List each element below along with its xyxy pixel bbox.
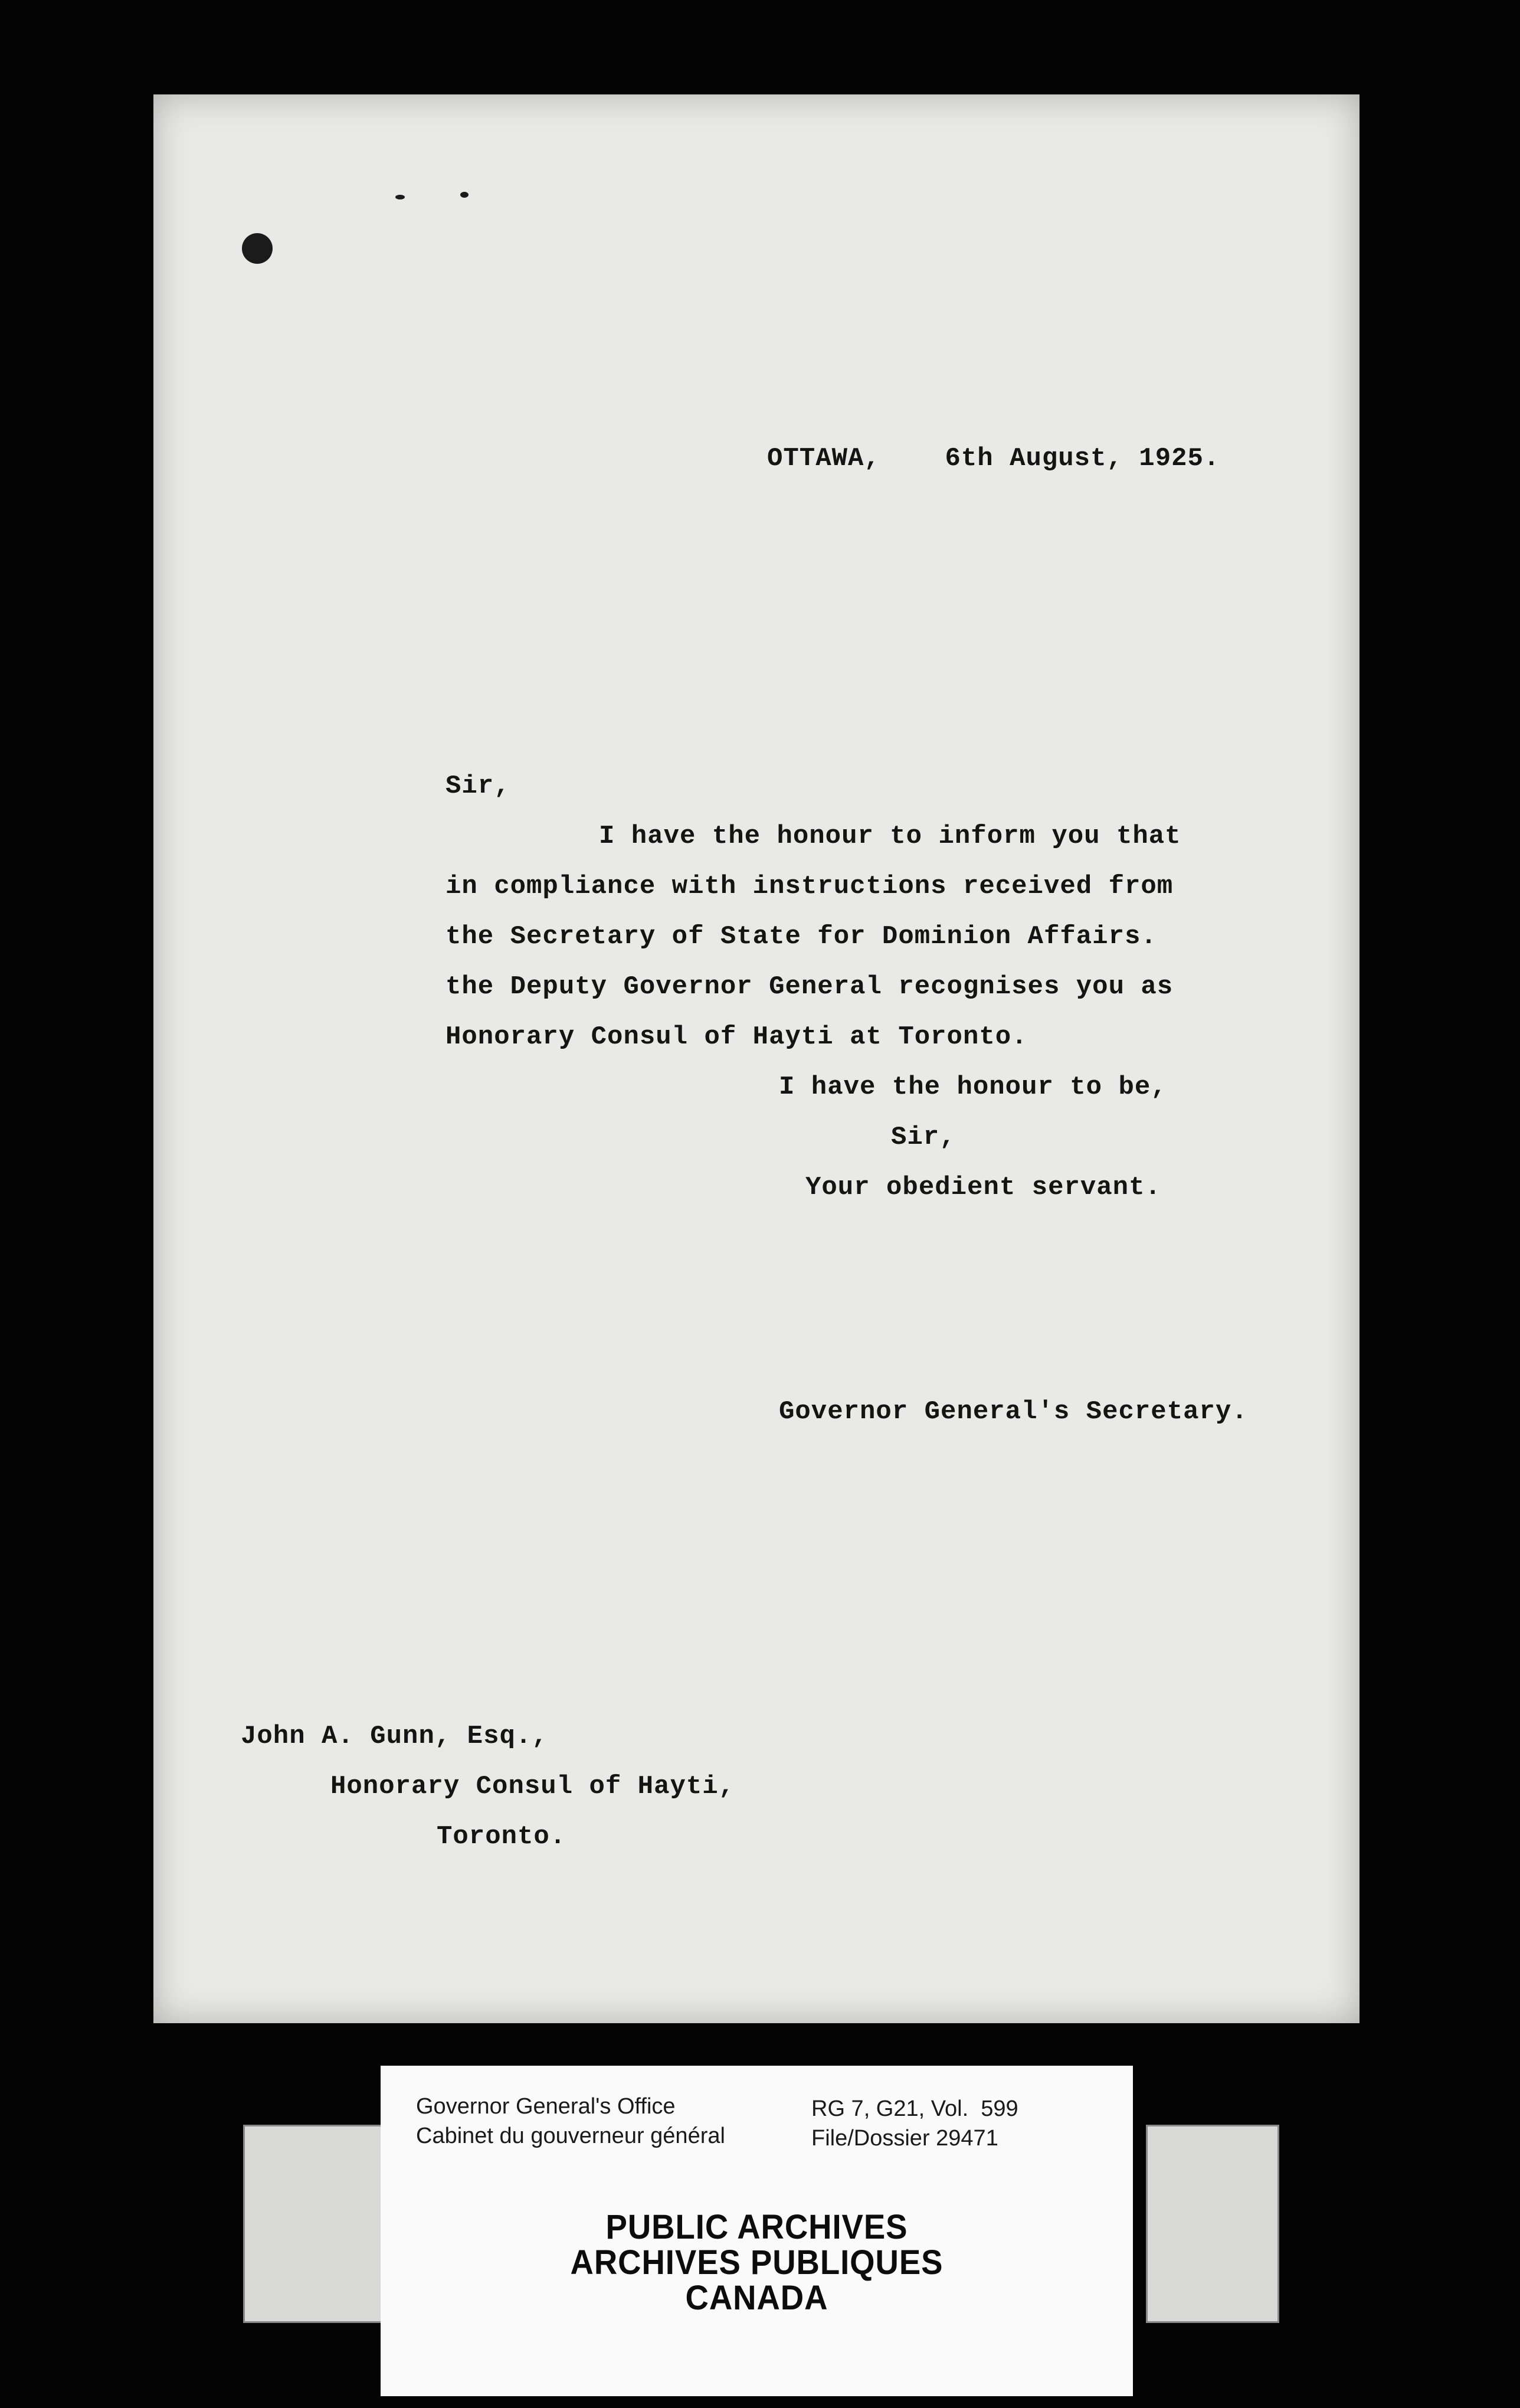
- archives-stamp-line: ARCHIVES PUBLIQUES: [570, 2243, 944, 2282]
- archive-label: [381, 2066, 1133, 2396]
- archives-stamp-line: PUBLIC ARCHIVES: [605, 2208, 908, 2246]
- archives-stamp-line: CANADA: [685, 2279, 828, 2317]
- place-date: OTTAWA, 6th August, 1925.: [767, 444, 1220, 473]
- body-line: in compliance with instructions received from: [445, 872, 1174, 901]
- punch-hole-mark: [242, 233, 273, 264]
- file-number: File/Dossier 29471: [811, 2126, 998, 2151]
- ink-speck: [460, 192, 469, 198]
- body-line: the Secretary of State for Dominion Affairs.: [445, 922, 1157, 951]
- record-group-reference: RG 7, G21, Vol. 599: [811, 2096, 1018, 2121]
- addressee-line: Honorary Consul of Hayti,: [330, 1772, 735, 1801]
- closing-line: I have the honour to be,: [779, 1072, 1167, 1102]
- addressee-line: John A. Gunn, Esq.,: [241, 1722, 548, 1751]
- body-line: the Deputy Governor General recognises you as: [445, 972, 1174, 1002]
- body-line: Honorary Consul of Hayti at Toronto.: [445, 1022, 1028, 1052]
- addressee-line: Toronto.: [437, 1822, 566, 1851]
- office-english: Governor General's Office: [416, 2094, 676, 2119]
- closing-line: Your obedient servant.: [805, 1173, 1161, 1202]
- archive-tab-right: [1146, 2125, 1279, 2323]
- archive-tab-left: [243, 2125, 388, 2323]
- salutation: Sir,: [445, 771, 510, 801]
- office-french: Cabinet du gouverneur général: [416, 2124, 725, 2148]
- body-line: I have the honour to inform you that: [599, 822, 1181, 851]
- signature-title: Governor General's Secretary.: [779, 1397, 1248, 1427]
- letter-page: [153, 94, 1360, 2023]
- closing-line: Sir,: [891, 1123, 956, 1152]
- ink-speck: [395, 195, 405, 199]
